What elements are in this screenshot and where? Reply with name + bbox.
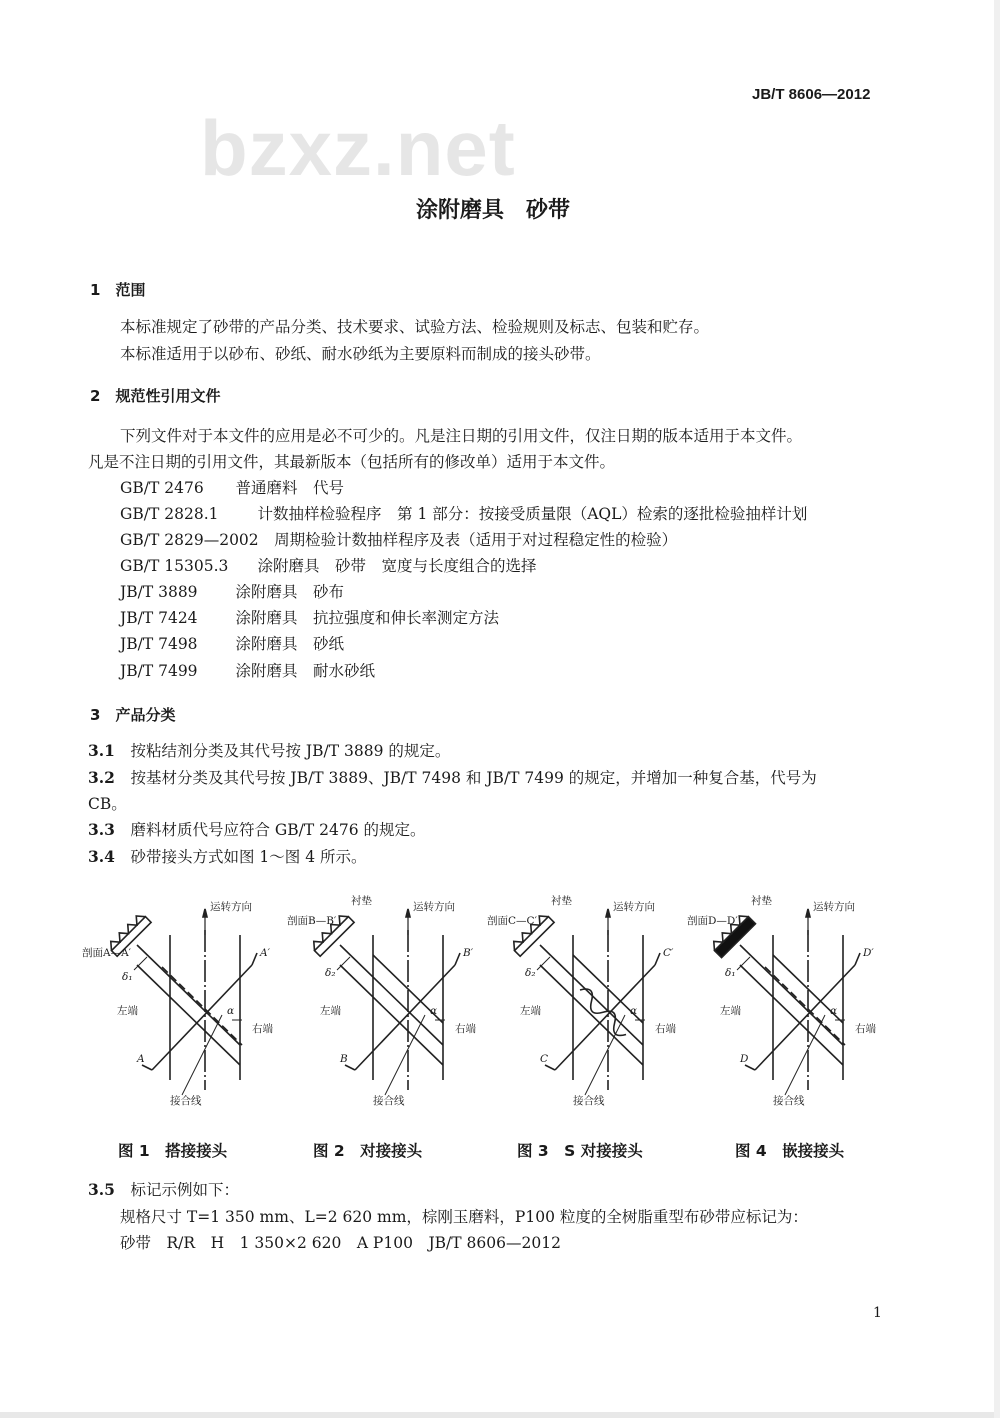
joint-line-label: 接合线 [573,1095,605,1107]
watermark: bzxz.net [200,104,516,192]
page-edge [994,0,1000,1418]
left-end-label: 左端 [117,1005,138,1017]
reference-title: 普通磨料 代号 [235,479,345,497]
figure-caption: 图 3 S 对接接头 [517,1142,643,1160]
clause-text: 按粘结剂分类及其代号按 JB/T 3889 的规定。 [130,742,451,760]
reference-code: GB/T 2828.1 [120,505,219,523]
marking-example: 砂带 R/R H 1 350×2 620 A P100 JB/T 8606—2012 [120,1234,561,1252]
section-1-heading [90,279,145,300]
clause-3-2 [88,768,817,788]
section-mark: C [540,1053,549,1065]
thickness-symbol: δ₂ [325,967,336,979]
section-mark-prime: A′ [260,947,270,959]
section-mark: A [137,1053,145,1065]
joint-line-label: 接合线 [170,1095,202,1107]
left-end-label: 左端 [320,1005,341,1017]
joint-diagram [82,895,297,1125]
section-2-heading [90,385,220,406]
clause-3-2-continued: CB。 [88,795,127,813]
section-label: 剖面A—A′ [82,947,132,959]
figure-3 [485,895,700,1125]
running-direction-label: 运转方向 [210,901,252,913]
clause-number: 3.3 [88,820,115,839]
clause-3-4 [88,847,367,867]
section-mark: B [340,1053,348,1065]
clause-number: 3.1 [88,741,115,760]
section-title: 产品分类 [115,706,176,724]
reference-title: 涂附磨具 砂纸 [235,635,345,653]
joint-diagram [485,895,700,1125]
clause-text: 标记示例如下： [130,1181,239,1199]
running-direction-label: 运转方向 [813,901,855,913]
reference-code: GB/T 2829—2002 [120,531,259,549]
section-mark-prime: C′ [663,947,674,959]
reference-item [120,530,677,550]
reference-code: JB/T 7498 [120,635,198,653]
reference-item [120,478,344,498]
liner-label: 衬垫 [751,895,772,907]
section-mark-prime: D′ [863,947,874,959]
section-number: 3 [90,706,101,724]
left-end-label: 左端 [720,1005,741,1017]
angle-symbol: α [630,1005,638,1017]
right-end-label: 右端 [855,1023,876,1035]
right-end-label: 右端 [252,1023,273,1035]
reference-code: GB/T 15305.3 [120,557,229,575]
clause-number: 3.4 [88,847,115,866]
reference-item [120,661,375,681]
clause-text: 按基材分类及其代号按 JB/T 3889、JB/T 7498 和 JB/T 7499 的规定，并增加一种复合基，代号为 [130,769,817,787]
reference-code: JB/T 7499 [120,662,198,680]
right-end-label: 右端 [455,1023,476,1035]
joint-diagram [685,895,900,1125]
reference-item [120,504,807,524]
section-label: 剖面B—B′ [287,915,337,927]
right-end-label: 右端 [655,1023,676,1035]
thickness-symbol: δ₁ [725,967,736,979]
clause-text: 磨料材质代号应符合 GB/T 2476 的规定。 [130,821,426,839]
figure-1 [82,895,297,1125]
page-number: 1 [873,1305,882,1321]
clause-3-3 [88,820,426,840]
reference-item [120,608,499,628]
angle-symbol: α [830,1005,838,1017]
reference-title: 周期检验计数抽样程序及表（适用于对过程稳定性的检验） [274,531,678,549]
reference-title: 涂附磨具 抗拉强度和伸长率测定方法 [235,609,500,627]
section-label: 剖面C—C′ [487,915,537,927]
angle-symbol: α [227,1005,235,1017]
reference-code: GB/T 2476 [120,479,204,497]
thickness-symbol: δ₁ [122,971,133,983]
page-title: 涂附磨具 砂带 [415,198,570,223]
paragraph: 下列文件对于本文件的应用是必不可少的。凡是注日期的引用文件，仅注日期的版本适用于本文件。 [120,427,803,445]
clause-3-5 [88,1180,239,1200]
reference-title: 涂附磨具 砂布 [235,583,345,601]
section-label: 剖面D—D′ [687,915,738,927]
paragraph: 凡是不注日期的引用文件，其最新版本（包括所有的修改单）适用于本文件。 [88,453,616,471]
standard-code: JB/T 8606—2012 [752,86,871,103]
reference-item [120,634,344,654]
clause-number: 3.5 [88,1180,115,1199]
section-number: 1 [90,281,101,299]
reference-item [120,556,537,576]
clause-3-1 [88,741,450,761]
page-edge [0,1412,1000,1418]
figure-2 [285,895,500,1125]
section-mark-prime: B′ [463,947,474,959]
clause-text: 砂带接头方式如图 1～图 4 所示。 [130,848,367,866]
section-3-heading [90,704,175,725]
thickness-symbol: δ₂ [525,967,536,979]
figure-4 [685,895,900,1125]
figure-caption: 图 4 嵌接接头 [735,1142,845,1160]
figure-caption: 图 1 搭接接头 [118,1142,228,1160]
reference-title: 计数抽样检验程序 第 1 部分：按接受质量限（AQL）检索的逐批检验抽样计划 [257,505,808,523]
clause-number: 3.2 [88,768,115,787]
section-number: 2 [90,387,101,405]
paragraph: 本标准适用于以砂布、砂纸、耐水砂纸为主要原料而制成的接头砂带。 [120,345,601,363]
liner-label: 衬垫 [551,895,572,907]
left-end-label: 左端 [520,1005,541,1017]
marking-example-description: 规格尺寸 T=1 350 mm、L=2 620 mm，棕刚玉磨料，P100 粒度的全树脂重型布砂带应标记为： [120,1208,808,1226]
joint-line-label: 接合线 [773,1095,805,1107]
running-direction-label: 运转方向 [413,901,455,913]
reference-title: 涂附磨具 砂带 宽度与长度组合的选择 [257,557,537,575]
reference-title: 涂附磨具 耐水砂纸 [235,662,376,680]
paragraph: 本标准规定了砂带的产品分类、技术要求、试验方法、检验规则及标志、包装和贮存。 [120,318,710,336]
joint-diagram [285,895,500,1125]
figure-caption: 图 2 对接接头 [313,1142,423,1160]
running-direction-label: 运转方向 [613,901,655,913]
liner-label: 衬垫 [351,895,372,907]
section-title: 规范性引用文件 [115,387,221,405]
section-title: 范围 [115,281,146,299]
reference-code: JB/T 3889 [120,583,198,601]
angle-symbol: α [430,1005,438,1017]
reference-code: JB/T 7424 [120,609,198,627]
reference-item [120,582,344,602]
joint-line-label: 接合线 [373,1095,405,1107]
section-mark: D [740,1053,749,1065]
